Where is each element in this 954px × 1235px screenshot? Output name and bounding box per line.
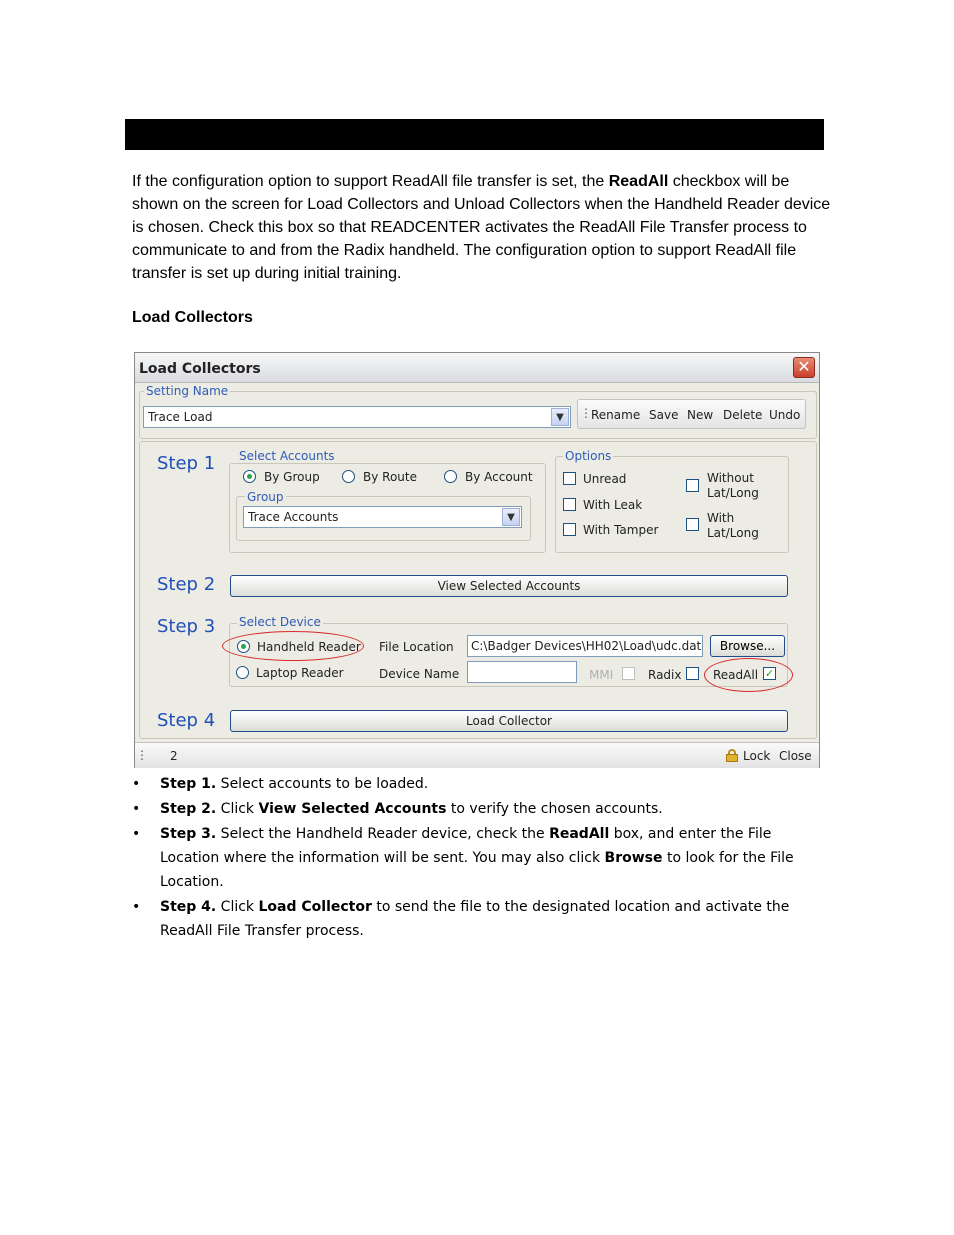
- step3-label: Step 3: [157, 616, 216, 637]
- browse-button[interactable]: Browse...: [710, 635, 785, 657]
- intro-text-1: If the configuration option to support ReadAll file transfer is set, the: [132, 173, 609, 190]
- mmi-label: MMI: [589, 668, 614, 682]
- bullet-text: Select accounts to be loaded.: [216, 776, 429, 792]
- select-accounts-label: Select Accounts: [239, 449, 335, 463]
- view-selected-accounts-button[interactable]: View Selected Accounts: [230, 575, 788, 597]
- group-combo[interactable]: [243, 506, 522, 528]
- with-tamper-checkbox[interactable]: [563, 523, 576, 536]
- close-button[interactable]: Close: [779, 749, 812, 763]
- rename-button[interactable]: Rename: [591, 408, 641, 422]
- device-name-input[interactable]: [467, 661, 577, 683]
- list-item: [132, 772, 832, 796]
- by-route-radio[interactable]: [342, 470, 355, 483]
- with-latlong-label-2: Lat/Long: [707, 526, 759, 540]
- bullet-bold: Load Collector: [258, 899, 372, 915]
- toolbar-grip-icon: ⋮: [580, 406, 592, 420]
- file-location-label: File Location: [379, 640, 454, 654]
- bullet-icon: •: [132, 826, 141, 842]
- bullet-step: Step 2.: [160, 801, 217, 817]
- select-device-label: Select Device: [239, 615, 321, 629]
- close-icon[interactable]: ✕: [793, 357, 815, 378]
- save-button[interactable]: Save: [649, 408, 679, 422]
- group-value: Trace Accounts: [248, 510, 339, 524]
- bullet-text: to send the file to the designated location and activate the ReadAll File Transfer process.: [160, 899, 790, 939]
- by-account-label: By Account: [465, 470, 533, 484]
- by-group-label: By Group: [264, 470, 320, 484]
- with-tamper-label: With Tamper: [583, 523, 659, 537]
- handheld-reader-label: Handheld Reader: [257, 640, 361, 654]
- bullet-icon: •: [132, 899, 141, 915]
- chevron-down-icon[interactable]: ▼: [502, 508, 520, 526]
- dialog-title: Load Collectors: [139, 361, 261, 377]
- bullet-text: box, and enter the File Location where the information will be sent. You may also click: [160, 826, 772, 866]
- bullet-icon: •: [132, 776, 141, 792]
- list-item: [132, 822, 832, 894]
- intro-paragraph: [132, 170, 832, 285]
- without-latlong-label-1: Without: [707, 471, 754, 485]
- laptop-reader-radio[interactable]: [236, 666, 249, 679]
- lock-button[interactable]: Lock: [743, 749, 771, 763]
- load-collector-button[interactable]: Load Collector: [230, 710, 788, 732]
- setting-name-combo[interactable]: [143, 406, 571, 428]
- bullet-step: Step 4.: [160, 899, 217, 915]
- setting-name-value: Trace Load: [148, 410, 213, 424]
- with-leak-checkbox[interactable]: [563, 498, 576, 511]
- delete-button[interactable]: Delete: [723, 408, 763, 422]
- group-label: Group: [247, 490, 284, 504]
- file-location-input[interactable]: [467, 635, 703, 657]
- bullet-icon: •: [132, 801, 141, 817]
- by-route-label: By Route: [363, 470, 417, 484]
- chevron-down-icon[interactable]: ▼: [551, 408, 569, 426]
- file-location-value: C:\Badger Devices\HH02\Load\udc.dat: [471, 639, 702, 653]
- radix-checkbox[interactable]: [686, 667, 699, 680]
- setting-name-label: Setting Name: [146, 384, 229, 398]
- new-button[interactable]: New: [687, 408, 714, 422]
- laptop-reader-label: Laptop Reader: [256, 666, 344, 680]
- step2-label: Step 2: [157, 574, 216, 595]
- bullet-bold: View Selected Accounts: [258, 801, 447, 817]
- setting-toolbar: [577, 399, 806, 429]
- bullet-text: to look for the File Location.: [160, 850, 794, 890]
- bullet-text: Select the Handheld Reader device, check the: [216, 826, 550, 842]
- by-group-radio[interactable]: [243, 470, 256, 483]
- lock-icon: [726, 749, 738, 762]
- step1-label: Step 1: [157, 453, 216, 474]
- bullet-bold: Browse: [604, 850, 663, 866]
- dialog-titlebar: [135, 353, 819, 383]
- with-latlong-checkbox[interactable]: [686, 518, 699, 531]
- header-bar: [125, 119, 824, 150]
- unread-label: Unread: [583, 472, 627, 486]
- bullet-step: Step 1.: [160, 776, 217, 792]
- by-account-radio[interactable]: [444, 470, 457, 483]
- readall-highlight-ellipse: [704, 658, 793, 692]
- section-title: Load Collectors: [132, 309, 253, 326]
- with-leak-label: With Leak: [583, 498, 643, 512]
- status-grip-icon: ⋮: [136, 748, 148, 762]
- list-item: [132, 895, 832, 943]
- list-item: [132, 797, 832, 821]
- status-bar: [135, 742, 819, 768]
- device-name-label: Device Name: [379, 667, 460, 681]
- bullet-step: Step 3.: [160, 826, 217, 842]
- readall-checkbox[interactable]: ✓: [764, 667, 775, 680]
- undo-button[interactable]: Undo: [769, 408, 801, 422]
- bullet-text: Click: [216, 801, 259, 817]
- options-label: Options: [565, 449, 612, 463]
- load-collectors-dialog: [134, 352, 820, 768]
- without-latlong-checkbox[interactable]: [686, 479, 699, 492]
- handheld-highlight-ellipse: [222, 631, 364, 661]
- bullet-bold: ReadAll: [549, 826, 610, 842]
- status-number: 2: [170, 749, 178, 763]
- without-latlong-label-2: Lat/Long: [707, 486, 759, 500]
- unread-checkbox[interactable]: [563, 472, 576, 485]
- intro-text-2: checkbox will be shown on the screen for Load Collectors and Unload Collectors when the Handheld Reader device is chosen. Check this box so that READCENTER activates the ReadAll File Transfer process to communicate to and from the Radix handheld. The configuration option to support ReadAll file transfer is set up during initial training.: [132, 173, 831, 282]
- intro-bold-readall: ReadAll: [608, 173, 669, 190]
- with-latlong-label-1: With: [707, 511, 735, 525]
- bullet-text: Click: [216, 899, 259, 915]
- step4-label: Step 4: [157, 710, 216, 731]
- readall-label: ReadAll: [713, 668, 759, 682]
- mmi-checkbox: [622, 667, 635, 680]
- bullet-text: to verify the chosen accounts.: [446, 801, 663, 817]
- step-instructions: [132, 772, 832, 944]
- radix-label: Radix: [648, 668, 682, 682]
